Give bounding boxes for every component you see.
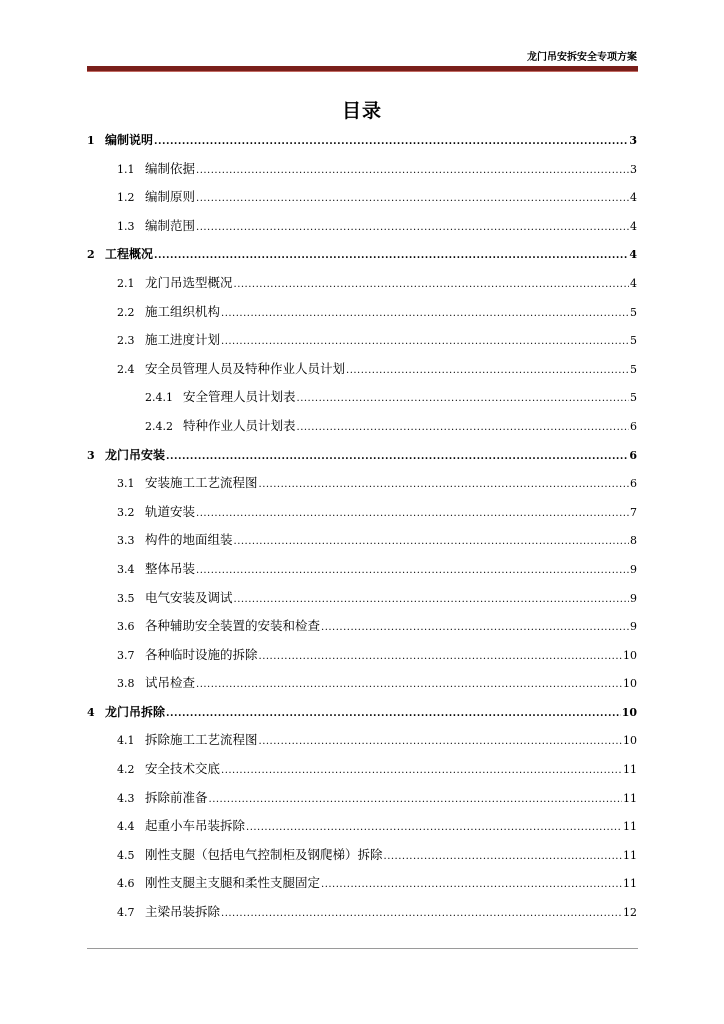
toc-entry[interactable] [87, 240, 637, 269]
toc-entry-text: 整体吊装 [145, 560, 196, 576]
toc-entry-number: 2.1 [117, 276, 135, 290]
toc-entry-page: 7 [630, 505, 637, 519]
toc-entry-page: 11 [623, 848, 637, 862]
toc-entry-number: 4.4 [117, 820, 135, 834]
dot-leader [234, 271, 629, 299]
toc-entry-number: 3.5 [117, 591, 135, 605]
toc-entry-text: 各种临时设施的拆除 [145, 646, 258, 662]
toc-entry-text: 编制原则 [145, 189, 196, 205]
toc-entry-number: 4.2 [117, 763, 135, 777]
header-rule [87, 66, 638, 72]
toc-entry-page: 5 [630, 362, 637, 376]
toc-entry-text: 构件的地面组装 [145, 532, 233, 548]
toc-entry-number: 1.2 [117, 191, 135, 205]
toc-entry-text: 编制范围 [145, 217, 196, 233]
toc-entry-text: 各种辅助安全装置的安装和检查 [145, 618, 321, 634]
toc-entry-page: 4 [630, 191, 637, 205]
dot-leader [259, 471, 629, 499]
toc-entry-number: 2 [87, 248, 95, 262]
dot-leader [297, 414, 629, 442]
toc-entry-page: 9 [630, 620, 637, 634]
dot-leader [259, 728, 622, 756]
toc-entry-number: 1.3 [117, 219, 135, 233]
toc-entry-page: 6 [630, 477, 637, 491]
toc-entry-text: 刚性支腿主支腿和柔性支腿固定 [145, 875, 321, 891]
toc-entry-number: 3.8 [117, 677, 135, 691]
toc-entry[interactable] [87, 155, 637, 184]
toc-entry-page: 11 [623, 877, 637, 891]
toc-entry[interactable] [87, 383, 637, 412]
dot-leader [196, 671, 622, 699]
dot-leader [196, 185, 629, 213]
toc-entry-page: 6 [630, 419, 637, 433]
toc-entry-text: 电气安装及调试 [145, 589, 233, 605]
toc-entry-number: 2.3 [117, 334, 135, 348]
toc-entry-text: 特种作业人员计划表 [183, 417, 296, 433]
dot-leader [221, 328, 629, 356]
dot-leader [221, 900, 622, 928]
toc-entry-text: 刚性支腿（包括电气控制柜及钢爬梯）拆除 [145, 846, 383, 862]
toc-entry[interactable] [87, 183, 637, 212]
toc-entry-text: 安全员管理人员及特种作业人员计划 [145, 360, 346, 376]
toc-entry-text: 龙门吊选型概况 [145, 274, 233, 290]
dot-leader [321, 614, 629, 642]
toc-entry-text: 安全管理人员计划表 [183, 389, 296, 405]
toc-entry-page: 5 [630, 334, 637, 348]
toc-entry-page: 3 [630, 162, 637, 176]
toc-entry-text: 龙门吊安装 [105, 447, 166, 462]
toc-entry[interactable] [87, 126, 637, 155]
toc-entry-text: 拆除前准备 [145, 789, 208, 805]
toc-entry-number: 3 [87, 448, 95, 462]
toc-entry[interactable] [87, 755, 637, 784]
dot-leader [234, 528, 629, 556]
toc-entry-page: 6 [629, 448, 637, 462]
dot-leader [154, 242, 628, 270]
toc-entry-number: 2.4 [117, 362, 135, 376]
dot-leader [196, 157, 629, 185]
toc-entry-text: 工程概况 [105, 247, 154, 262]
toc-entry[interactable] [87, 469, 637, 498]
dot-leader [346, 357, 629, 385]
dot-leader [259, 643, 622, 671]
toc-entry-number: 3.3 [117, 534, 135, 548]
toc-entry-text: 施工组织机构 [145, 303, 221, 319]
dot-leader [221, 300, 629, 328]
toc-entry-page: 12 [623, 906, 637, 920]
dot-leader [297, 385, 629, 413]
toc-entry-page: 5 [630, 391, 637, 405]
toc-entry-page: 11 [623, 820, 637, 834]
toc-entry-page: 10 [623, 734, 637, 748]
table-of-contents [87, 126, 637, 927]
toc-entry-page: 10 [623, 648, 637, 662]
toc-entry[interactable] [87, 841, 637, 870]
toc-entry-number: 3.4 [117, 562, 135, 576]
running-header: 龙门吊安拆安全专项方案 [527, 52, 637, 63]
toc-entry-text: 主梁吊装拆除 [145, 904, 221, 920]
dot-leader [221, 757, 622, 785]
toc-entry-page: 11 [623, 763, 637, 777]
dot-leader [384, 843, 622, 871]
toc-entry-number: 2.4.1 [145, 391, 173, 405]
toc-entry[interactable] [87, 726, 637, 755]
toc-entry-text: 施工进度计划 [145, 332, 221, 348]
toc-entry[interactable] [87, 641, 637, 670]
toc-entry-number: 2.2 [117, 305, 135, 319]
toc-entry-text: 龙门吊拆除 [105, 704, 166, 719]
toc-entry-text: 安全技术交底 [145, 761, 221, 777]
toc-entry-text: 轨道安装 [145, 503, 196, 519]
dot-leader [154, 128, 628, 156]
toc-entry-number: 4.3 [117, 791, 135, 805]
toc-entry[interactable] [87, 326, 637, 355]
toc-entry[interactable] [87, 898, 637, 927]
toc-entry-text: 安装施工工艺流程图 [145, 475, 258, 491]
toc-entry[interactable] [87, 498, 637, 527]
toc-entry-page: 11 [623, 791, 637, 805]
toc-entry[interactable] [87, 526, 637, 555]
toc-entry[interactable] [87, 298, 637, 327]
toc-entry-page: 8 [630, 534, 637, 548]
toc-entry-number: 3.2 [117, 505, 135, 519]
toc-entry[interactable] [87, 784, 637, 813]
toc-entry-number: 3.6 [117, 620, 135, 634]
toc-entry[interactable] [87, 355, 637, 384]
toc-entry-page: 4 [629, 248, 637, 262]
toc-entry-text: 编制依据 [145, 160, 196, 176]
toc-entry-text: 拆除施工工艺流程图 [145, 732, 258, 748]
toc-title: 目录 [341, 100, 382, 122]
toc-entry-number: 4.7 [117, 906, 135, 920]
toc-entry-number: 4.1 [117, 734, 135, 748]
dot-leader [321, 871, 622, 899]
dot-leader [234, 586, 629, 614]
toc-entry-page: 9 [630, 591, 637, 605]
footer-rule [87, 948, 638, 949]
toc-entry[interactable] [87, 555, 637, 584]
toc-entry-text: 编制说明 [105, 133, 154, 147]
toc-entry-number: 1 [87, 134, 95, 147]
toc-entry-number: 4.5 [117, 848, 135, 862]
toc-entry-page: 9 [630, 562, 637, 576]
toc-entry-number: 2.4.2 [145, 419, 173, 433]
dot-leader [196, 557, 629, 585]
dot-leader [166, 700, 621, 728]
toc-entry-page: 3 [629, 134, 637, 147]
toc-entry-text: 起重小车吊装拆除 [145, 818, 246, 834]
toc-entry-number: 3.1 [117, 477, 135, 491]
toc-entry-text: 试吊检查 [145, 675, 196, 691]
toc-entry-number: 4.6 [117, 877, 135, 891]
toc-entry-page: 10 [621, 705, 637, 719]
dot-leader [196, 214, 629, 242]
toc-entry[interactable] [87, 412, 637, 441]
toc-entry-page: 4 [630, 219, 637, 233]
toc-entry-page: 4 [630, 276, 637, 290]
toc-entry[interactable] [87, 269, 637, 298]
dot-leader [166, 443, 628, 471]
toc-entry[interactable] [87, 812, 637, 841]
toc-entry[interactable] [87, 669, 637, 698]
toc-entry-page: 5 [630, 305, 637, 319]
toc-entry-number: 4 [87, 705, 95, 719]
toc-entry[interactable] [87, 698, 637, 727]
toc-entry[interactable] [87, 212, 637, 241]
dot-leader [196, 500, 629, 528]
toc-entry[interactable] [87, 869, 637, 898]
toc-entry-number: 3.7 [117, 648, 135, 662]
toc-entry[interactable] [87, 441, 637, 470]
toc-entry-number: 1.1 [117, 162, 135, 176]
toc-entry-page: 10 [623, 677, 637, 691]
dot-leader [209, 786, 622, 814]
toc-entry[interactable] [87, 612, 637, 641]
toc-entry[interactable] [87, 584, 637, 613]
dot-leader [246, 814, 622, 842]
